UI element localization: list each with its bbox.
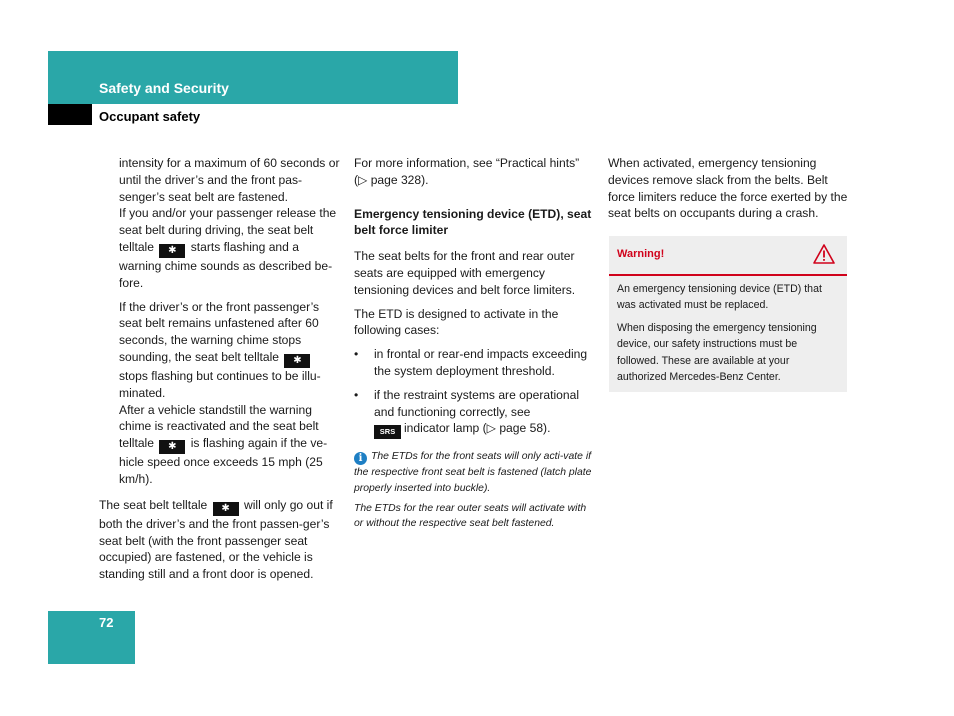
etd-heading: Emergency tensioning device (ETD), seat belt force limiter — [354, 206, 592, 238]
section-title: Safety and Security — [99, 80, 229, 96]
warning-body — [609, 276, 847, 385]
warning-box — [609, 236, 847, 392]
list-item: • in frontal or rear-end impacts exceeding the system deployment threshold. — [354, 347, 588, 378]
paragraph-etd-cases: The ETD is designed to activate in the following cases: — [354, 306, 559, 338]
paragraph-etd-activated: When activated, emergency tensioning devices remove slack from the belts. Belt force limiters reduce the force exerted by the seat belts on occupants during a crash. — [608, 156, 848, 221]
seat-belt-telltale-icon: ✱ — [159, 440, 185, 454]
paragraph-etd-equipped: The seat belts for the front and rear outer seats are equipped with emergency tensioning devices and belt force limiters. — [354, 249, 576, 297]
seat-belt-telltale-icon: ✱ — [213, 502, 239, 516]
paragraph-more-info: For more information, see “Practical hints” (▷ page 328). — [354, 156, 580, 187]
subsection-marker — [48, 104, 92, 125]
srs-indicator-icon: SRS — [374, 425, 401, 439]
note-front-etd: i The ETDs for the front seats will only acti-vate if the respective front seat belt is fastened (latch plate properly inserted into buckle). — [354, 451, 592, 494]
page-number-tab — [48, 611, 135, 664]
subsection-title: Occupant safety — [99, 109, 201, 124]
column-1 — [99, 155, 341, 583]
column-3 — [608, 155, 850, 222]
section-header-band — [48, 51, 458, 104]
seat-belt-telltale-icon: ✱ — [159, 244, 185, 258]
paragraph-standstill: After a vehicle standstill the warning chime is reactivated and the seat belt telltale ✱ is flashing again if the ve-hicle speed once exceeds 15 mph (25 km/h). — [119, 402, 328, 486]
warning-text-replace: An emergency tensioning device (ETD) that was activated must be replaced. — [617, 283, 822, 312]
warning-header — [609, 236, 847, 276]
paragraph-unfastened: If the driver’s or the front passenger’s seat belt remains unfastened after 60 seconds, the warning chime stops sounding, the seat belt telltale ✱ stops flashing but continues to be illu-minated. — [119, 299, 321, 400]
warning-triangle-icon — [813, 244, 835, 264]
paragraph-timeout: intensity for a maximum of 60 seconds or until the driver’s and the front pas-senger’s seat belt are fastened. — [119, 156, 340, 204]
warning-text-disposal: When disposing the emergency tensioning device, our safety instructions must be followed. These are available at your authorized Mercedes-Benz Center. — [617, 321, 817, 384]
list-item: • if the restraint systems are operational and functioning correctly, see SRS indicator lamp (▷ page 58). — [354, 387, 594, 440]
note-rear-etd: The ETDs for the rear outer seats will activate with or without the respective seat belt fastened. — [354, 502, 587, 529]
seat-belt-telltale-icon: ✱ — [284, 354, 310, 368]
page-number: 72 — [99, 615, 114, 630]
warning-label: Warning! — [617, 248, 665, 260]
paragraph-telltale-out: The seat belt telltale ✱ will only go out if both the driver’s and the front passen-ger’s seat belt (with the front passenger seat occupied) are fastened, or the vehicle is standing still and a front door is opened. — [99, 497, 333, 582]
column-2 — [354, 155, 594, 531]
paragraph-release-belt: If you and/or your passenger release the seat belt during driving, the seat belt telltale ✱ starts flashing and a warning chime sounds as described be-fore. — [119, 206, 337, 290]
etd-cases-list — [354, 346, 594, 439]
info-icon: i — [354, 452, 367, 465]
